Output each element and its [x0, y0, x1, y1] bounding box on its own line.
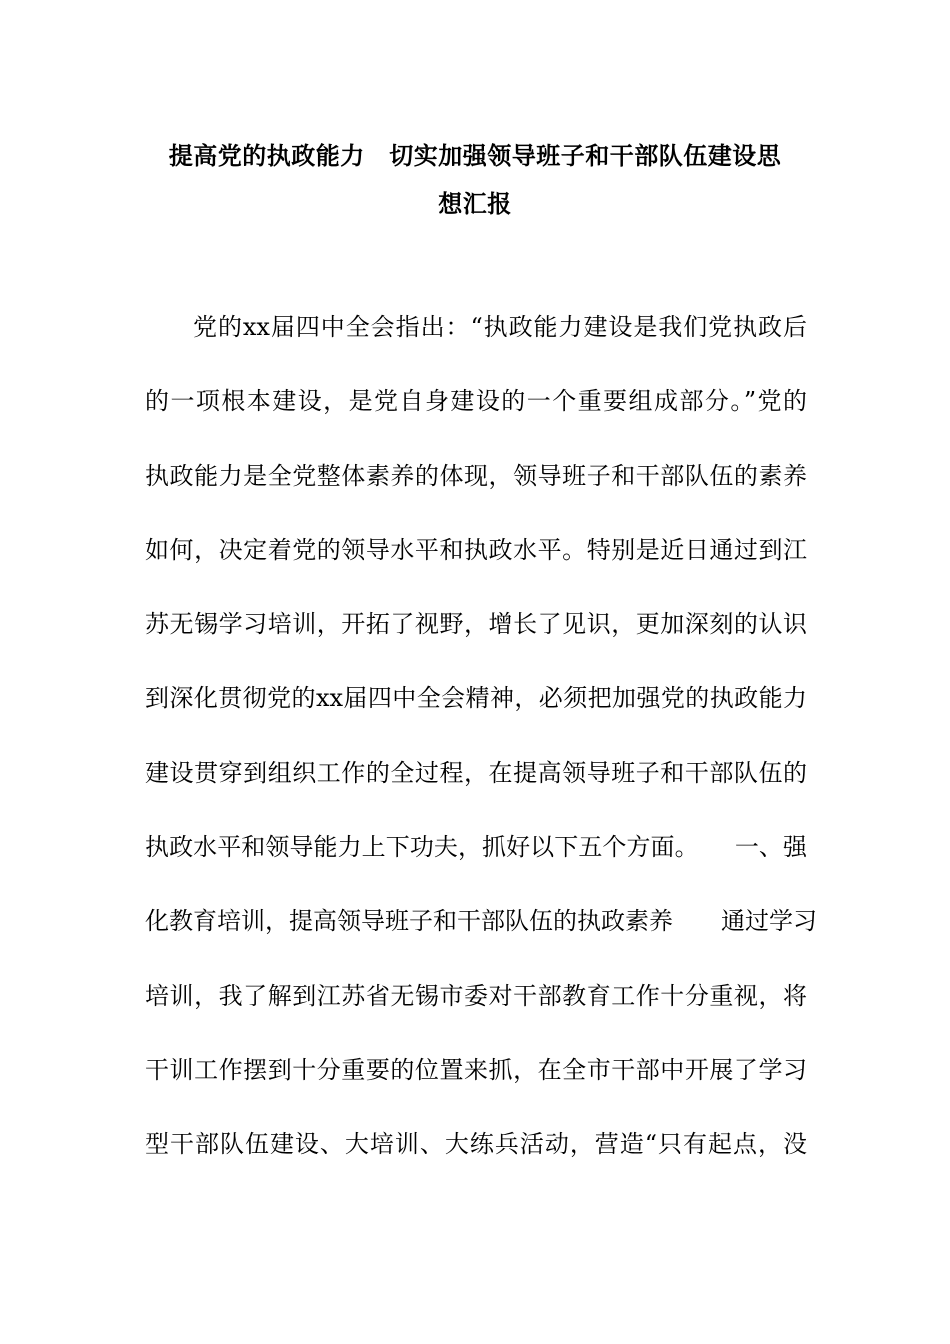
title-line-2: 想汇报	[438, 190, 512, 218]
body-line-12: 型干部队伍建设、大培训、大练兵活动，营造“只有起点，没	[145, 1130, 807, 1159]
document-title	[148, 132, 802, 228]
body-line-7: 建设贯穿到组织工作的全过程，在提高领导班子和干部队伍的	[145, 758, 807, 787]
body-line-1: 党的xx届四中全会指出：“执政能力建设是我们党执政后	[193, 313, 807, 341]
body-line-8: 执政水平和领导能力上下功夫，抓好以下五个方面。 一、强	[145, 833, 807, 862]
body-line-2: 的一项根本建设，是党自身建设的一个重要组成部分。”党的	[145, 387, 807, 416]
body-line-9: 化教育培训，提高领导班子和干部队伍的执政素养 通过学习	[145, 907, 817, 936]
document-body	[145, 307, 817, 1199]
body-line-5: 苏无锡学习培训，开拓了视野，增长了见识，更加深刻的认识	[145, 610, 807, 639]
body-line-3: 执政能力是全党整体素养的体现，领导班子和干部队伍的素养	[145, 461, 807, 490]
body-line-6: 到深化贯彻党的xx届四中全会精神，必须把加强党的执政能力	[145, 684, 807, 713]
body-line-11: 干训工作摆到十分重要的位置来抓，在全市干部中开展了学习	[145, 1055, 807, 1084]
body-line-4: 如何，决定着党的领导水平和执政水平。特别是近日通过到江	[145, 535, 807, 564]
title-line-1: 提高党的执政能力 切实加强领导班子和干部队伍建设思	[168, 142, 782, 170]
body-line-10: 培训，我了解到江苏省无锡市委对干部教育工作十分重视，将	[145, 981, 807, 1010]
